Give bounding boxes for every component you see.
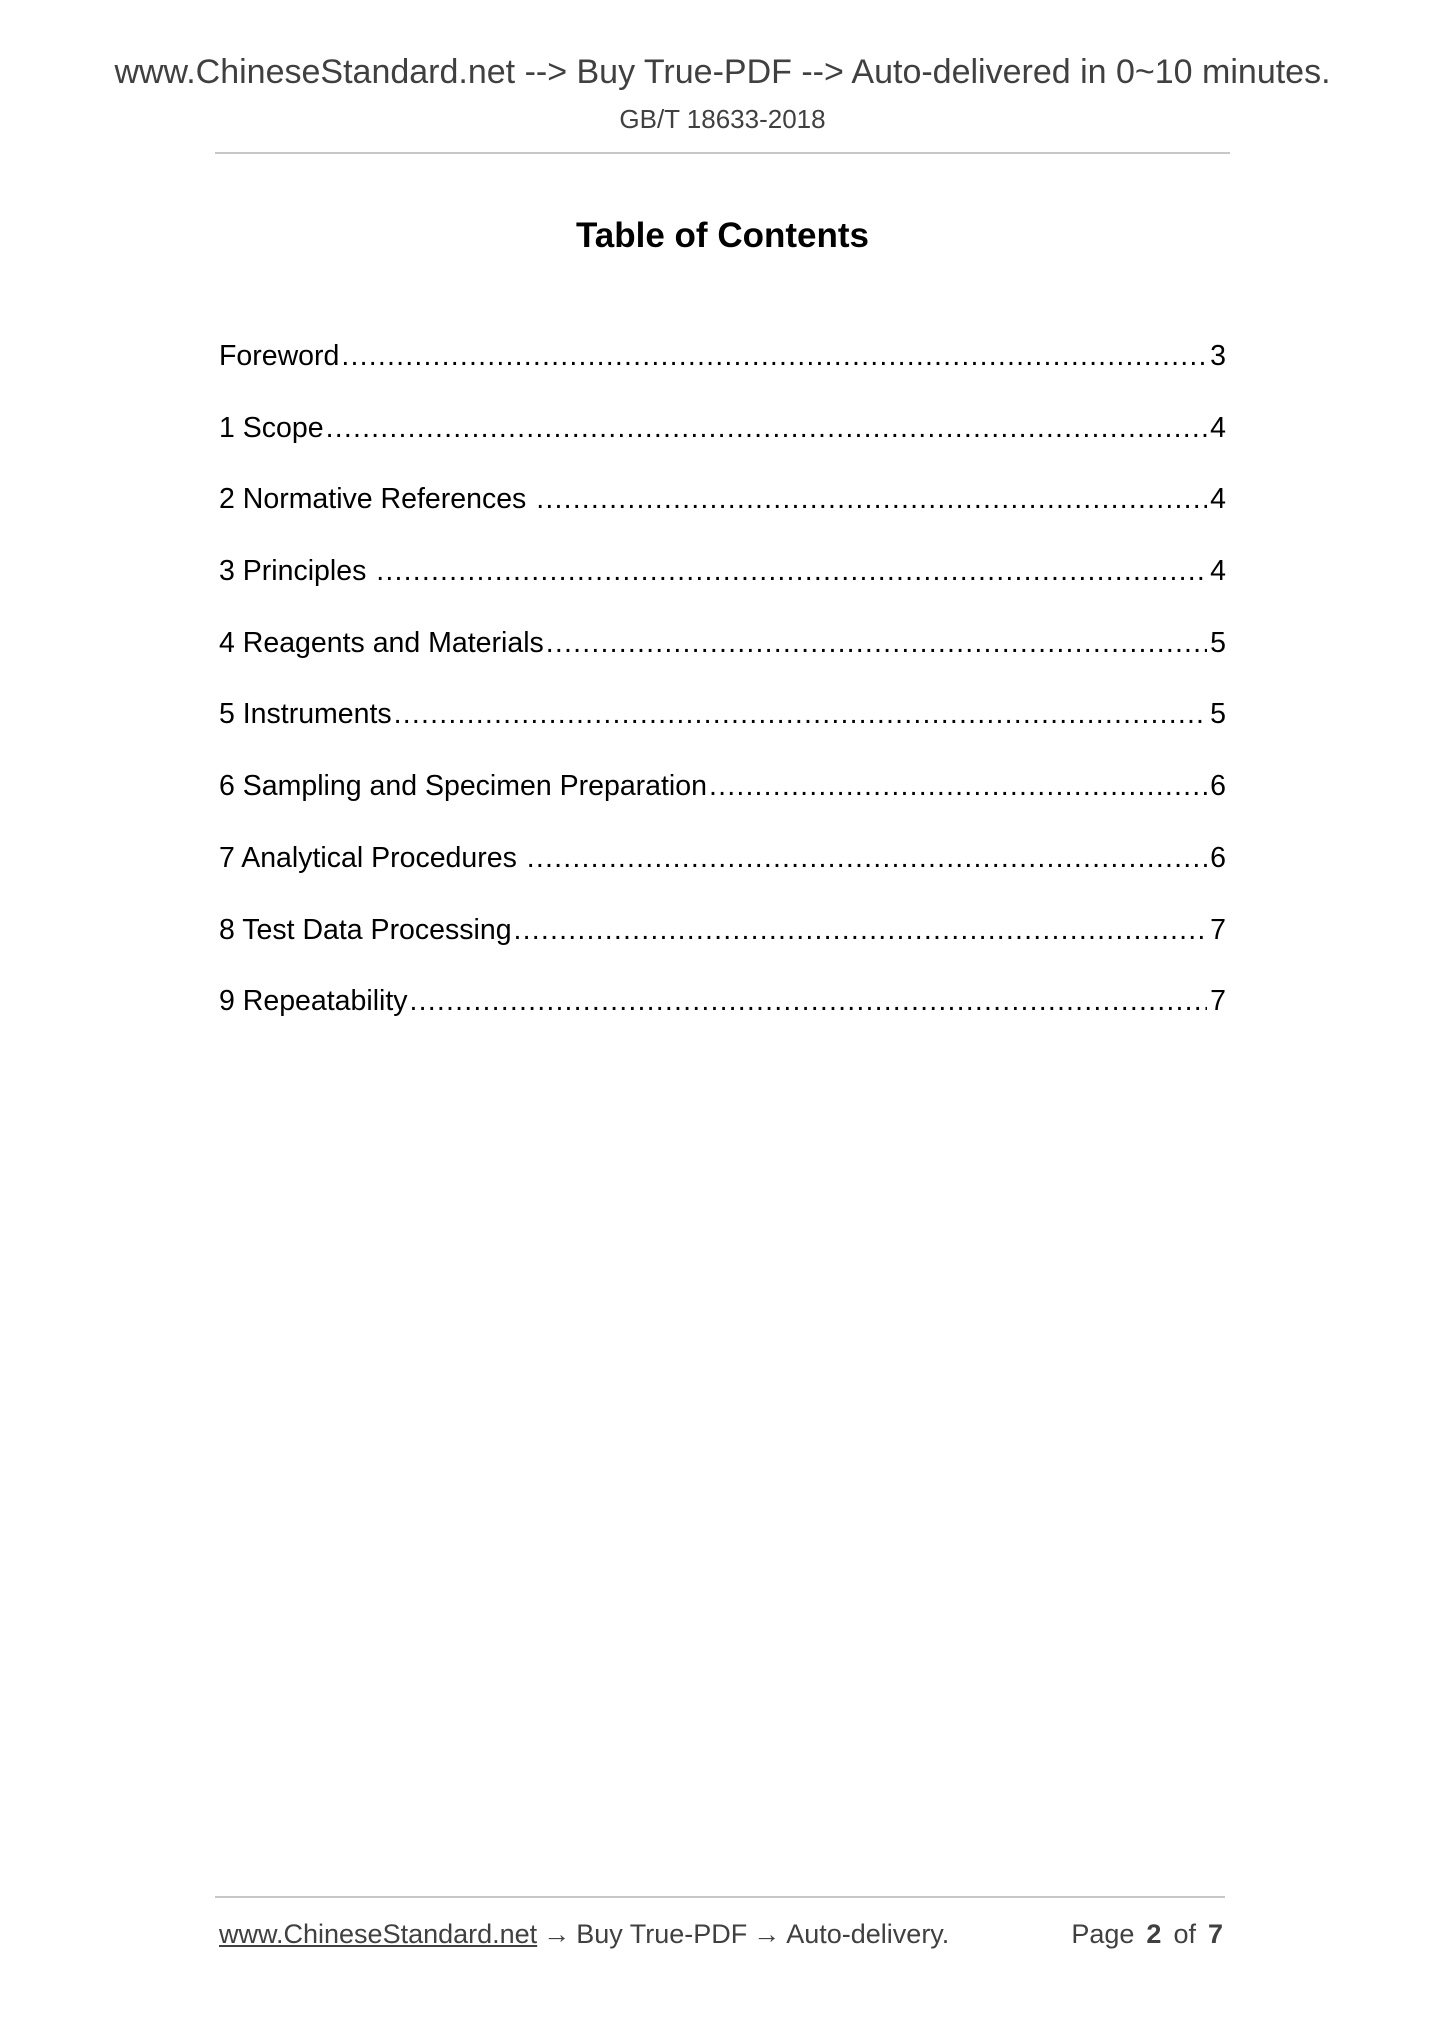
toc-entry-foreword[interactable]	[219, 335, 1226, 407]
footer-buy-text: Buy True-PDF	[576, 1919, 748, 1949]
toc-dot-leader	[410, 980, 1208, 1022]
of-label: of	[1173, 1919, 1196, 1949]
toc-entry-label: 4 Reagents and Materials	[219, 626, 544, 659]
toc-dot-leader	[376, 550, 1207, 592]
arrow-right-icon: →	[543, 1919, 571, 1949]
page-label: Page	[1071, 1919, 1135, 1949]
toc-dot-leader	[527, 837, 1207, 879]
toc-entry-page: 3	[1210, 340, 1226, 372]
toc-entry-label: 9 Repeatability	[219, 985, 408, 1018]
toc-entry-page: 6	[1210, 770, 1226, 803]
toc-dot-leader	[536, 478, 1207, 520]
toc-entry-scope[interactable]	[219, 407, 1226, 479]
toc-entry-instruments[interactable]	[219, 693, 1226, 765]
toc-entry-analytical-procedures[interactable]	[219, 837, 1226, 909]
toc-entry-label: 6 Sampling and Specimen Preparation	[219, 770, 707, 803]
document-code: GB/T 18633-2018	[619, 104, 826, 134]
toc-entry-page: 6	[1210, 841, 1226, 874]
site-banner: www.ChineseStandard.net --> Buy True-PDF --> Auto-delivered in 0~10 minutes.	[114, 53, 1331, 91]
page-current: 2	[1146, 1919, 1162, 1949]
toc-entry-label: Foreword	[219, 340, 340, 372]
footer-promo	[219, 1918, 949, 1950]
footer-divider	[215, 1896, 1225, 1898]
toc-entry-test-data-processing[interactable]	[219, 909, 1226, 981]
toc-entry-label: 5 Instruments	[219, 698, 392, 731]
arrow-right-icon: →	[753, 1919, 781, 1949]
footer-site-link[interactable]: www.ChineseStandard.net	[219, 1919, 538, 1949]
toc-entry-page: 4	[1210, 483, 1226, 516]
footer-delivery-text: Auto-delivery.	[786, 1919, 950, 1949]
toc-entry-page: 7	[1210, 913, 1226, 946]
toc-entry-reagents-and-materials[interactable]	[219, 622, 1226, 694]
header-divider	[215, 152, 1230, 154]
toc-entry-principles[interactable]	[219, 550, 1226, 622]
toc-dot-leader	[326, 407, 1208, 449]
page-number	[1071, 1918, 1223, 1950]
toc-dot-leader	[709, 765, 1207, 807]
toc-entry-sampling-and-specimen-preparation[interactable]	[219, 765, 1226, 837]
page-total: 7	[1207, 1919, 1223, 1949]
toc-entry-label: 8 Test Data Processing	[219, 913, 512, 946]
toc-entry-page: 5	[1210, 626, 1226, 659]
toc-entry-label: 2 Normative References	[219, 483, 535, 516]
toc-entry-label: 7 Analytical Procedures	[219, 841, 525, 874]
toc-dot-leader	[341, 335, 1207, 377]
toc-entry-page: 4	[1210, 555, 1226, 588]
toc-entry-label: 1 Scope	[219, 411, 324, 444]
toc-entry-normative-references[interactable]	[219, 478, 1226, 550]
toc-entry-page: 4	[1210, 411, 1226, 444]
toc-entry-label: 3 Principles	[219, 555, 375, 588]
toc-entry-repeatability[interactable]	[219, 980, 1226, 1052]
toc-dot-leader	[514, 909, 1208, 951]
toc-dot-leader	[546, 622, 1207, 664]
toc-entry-page: 7	[1210, 985, 1226, 1018]
toc-title: Table of Contents	[576, 216, 869, 255]
toc-list	[219, 335, 1226, 1052]
toc-entry-page: 5	[1210, 698, 1226, 731]
toc-dot-leader	[394, 693, 1207, 735]
